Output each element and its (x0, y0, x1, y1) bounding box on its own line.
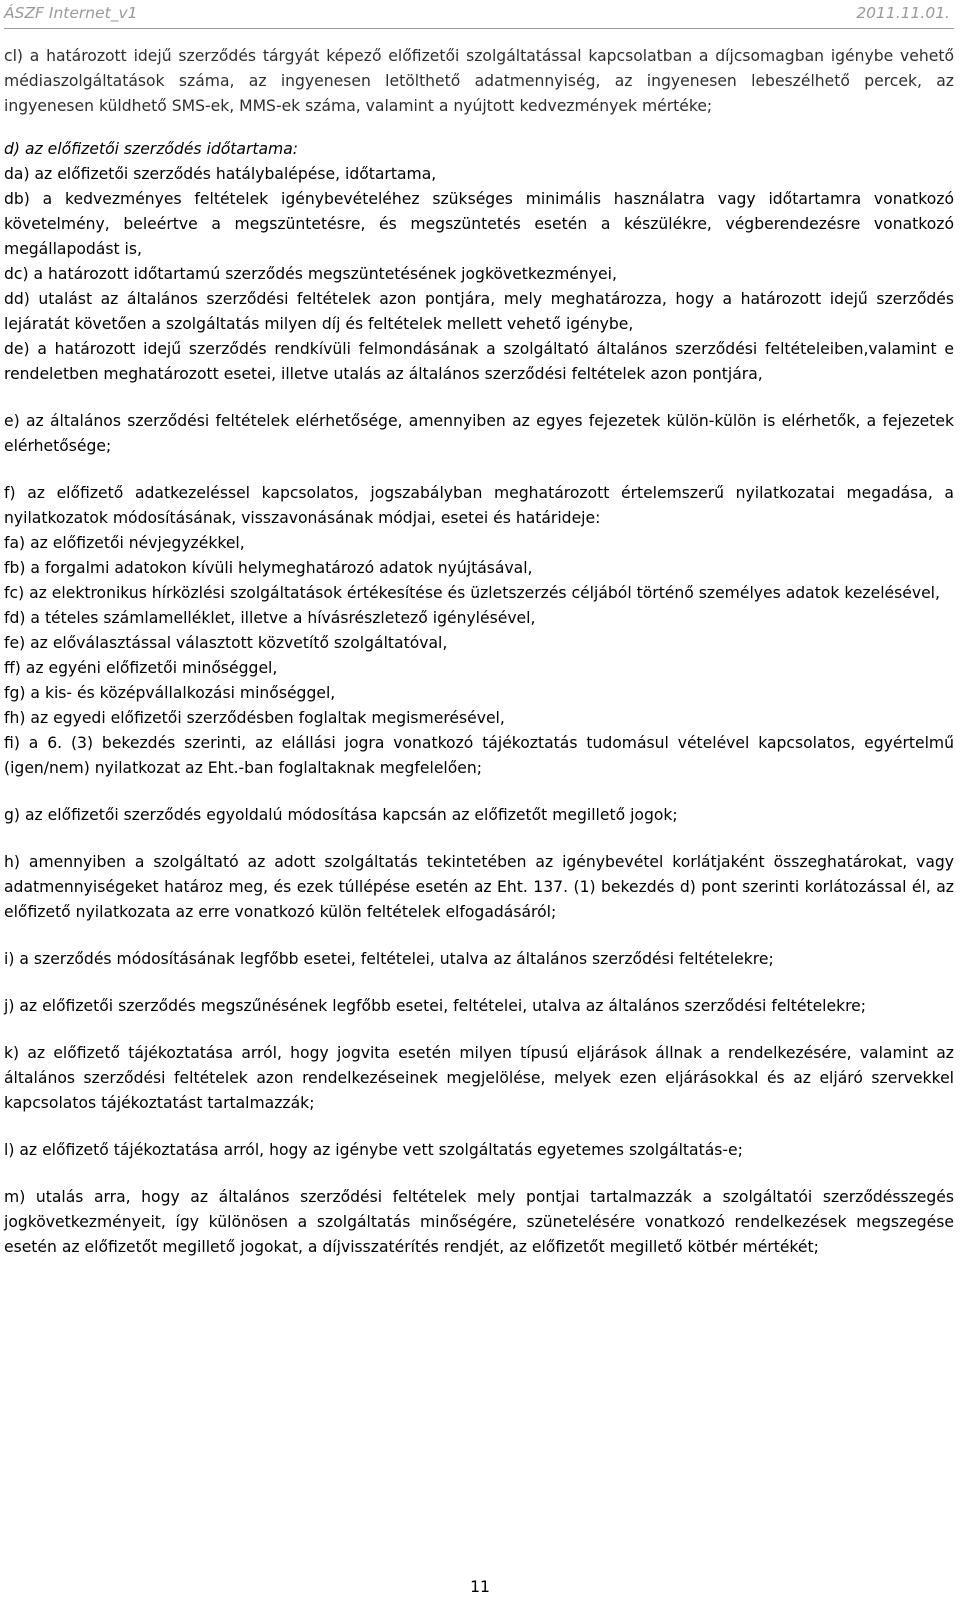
paragraph-dc: dc) a határozott időtartamú szerződés megszüntetésének jogkövetkezményei, (4, 265, 617, 283)
paragraph-i: i) a szerződés módosításának legfőbb esetei, feltételei, utalva az általános szerződési feltételekre; (4, 950, 774, 968)
paragraph-e: e) az általános szerződési feltételek elérhetősége, amennyiben az egyes fejezetek külön-külön is elérhetők, a fejezetek elérhetősége; (4, 412, 954, 455)
document-title: ÁSZF Internet_v1 (4, 4, 138, 22)
paragraph-h: h) amennyiben a szolgáltató az adott szolgáltatás tekintetében az igénybevétel korlátjaként összeghatárokat, vagy adatmennyiségeket határoz meg, és ezek túllépése esetén az Eht. 137. (1) bekezdés d) pont szerinti korlátozással él, az előfizető nyilatkozata az erre vonatkozó külön feltételek elfogadásáról; (4, 853, 954, 921)
paragraph-fd: fd) a tételes számlamelléklet, illetve a hívásrészletező igénylésével, (4, 609, 536, 627)
paragraph-fi: fi) a 6. (3) bekezdés szerinti, az elállási jogra vonatkozó tájékoztatás tudomásul vételével kapcsolatos, egyértelmű (igen/nem) nyilatkozat az Eht.-ban foglaltaknak megfelelően; (4, 734, 954, 777)
paragraph-fc: fc) az elektronikus hírközlési szolgáltatások értékesítése és üzletszerzés céljából történő személyes adatok kezelésével, (4, 584, 940, 602)
paragraph-j: j) az előfizetői szerződés megszűnésének legfőbb esetei, feltételei, utalva az általános szerződési feltételekre; (4, 997, 867, 1015)
paragraph-fg: fg) a kis- és középvállalkozási minőséggel, (4, 684, 336, 702)
page-header (0, 4, 960, 26)
header-divider (4, 28, 954, 29)
paragraph-fe: fe) az előválasztással választott közvetítő szolgáltatóval, (4, 634, 448, 652)
document-body (4, 44, 954, 1260)
paragraph-fb: fb) a forgalmi adatokon kívüli helymeghatározó adatok nyújtásával, (4, 559, 533, 577)
paragraph-fh: fh) az egyedi előfizetői szerződésben foglaltak megismerésével, (4, 709, 505, 727)
page-number: 11 (470, 1578, 490, 1596)
paragraph-dd: dd) utalást az általános szerződési feltételek azon pontjára, mely meghatározza, hogy a határozott idejű szerződés lejáratát követően a szolgáltatás milyen díj és feltételek mellett vehető igénybe, (4, 290, 954, 333)
paragraph-m: m) utalás arra, hogy az általános szerződési feltételek mely pontjai tartalmazzák a szolgáltatói szerződésszegés jogkövetkezményeit, így különösen a szolgáltatás minőségére, szünetelésére vonatkozó rendelkezések megszegése esetén az előfizetőt megillető jogokat, a díjvisszatérítés rendjét, az előfizetőt megillető kötbér mértékét; (4, 1188, 954, 1256)
paragraph-k: k) az előfizető tájékoztatása arról, hogy jogvita esetén milyen típusú eljárások állnak a rendelkezésére, valamint az általános szerződési feltételek azon rendelkezéseinek megjelölése, melyek ezen eljárásokkal és az eljáró szervekkel kapcsolatos tájékoztatást tartalmazzák; (4, 1044, 954, 1112)
paragraph-db: db) a kedvezményes feltételek igénybevételéhez szükséges minimális használatra vagy időtartamra vonatkozó követelmény, beleértve a megszüntetésre, és megszüntetés esetén a készülékre, végberendezésre vonatkozó megállapodást is, (4, 190, 954, 258)
paragraph-g: g) az előfizetői szerződés egyoldalú módosítása kapcsán az előfizetőt megillető jogok; (4, 806, 678, 824)
document-date: 2011.11.01. (856, 4, 950, 22)
paragraph-c: cl) a határozott idejű szerződés tárgyát képező előfizetői szolgáltatással kapcsolatban a díjcsomagban igénybe vehető médiaszolgáltatások száma, az ingyenesen letölthető adatmennyiség, az ingyenesen lebeszélhető percek, az ingyenesen küldhető SMS-ek, MMS-ek száma, valamint a nyújtott kedvezmények mértéke; (4, 47, 954, 115)
paragraph-ff: ff) az egyéni előfizetői minőséggel, (4, 659, 278, 677)
heading-d: d) az előfizetői szerződés időtartama: (4, 140, 299, 158)
paragraph-f: f) az előfizető adatkezeléssel kapcsolatos, jogszabályban meghatározott értelemszerű nyilatkozatai megadása, a nyilatkozatok módosításának, visszavonásának módjai, esetei és határideje: (4, 484, 954, 527)
paragraph-da: da) az előfizetői szerződés hatálybalépése, időtartama, (4, 165, 437, 183)
paragraph-l: l) az előfizető tájékoztatása arról, hogy az igénybe vett szolgáltatás egyetemes szolgáltatás-e; (4, 1141, 743, 1159)
paragraph-de: de) a határozott idejű szerződés rendkívüli felmondásának a szolgáltató általános szerződési feltételeiben,valamint e rendeletben meghatározott esetei, illetve utalás az általános szerződési feltételek azon pontjára, (4, 340, 954, 383)
paragraph-fa: fa) az előfizetői névjegyzékkel, (4, 534, 245, 552)
